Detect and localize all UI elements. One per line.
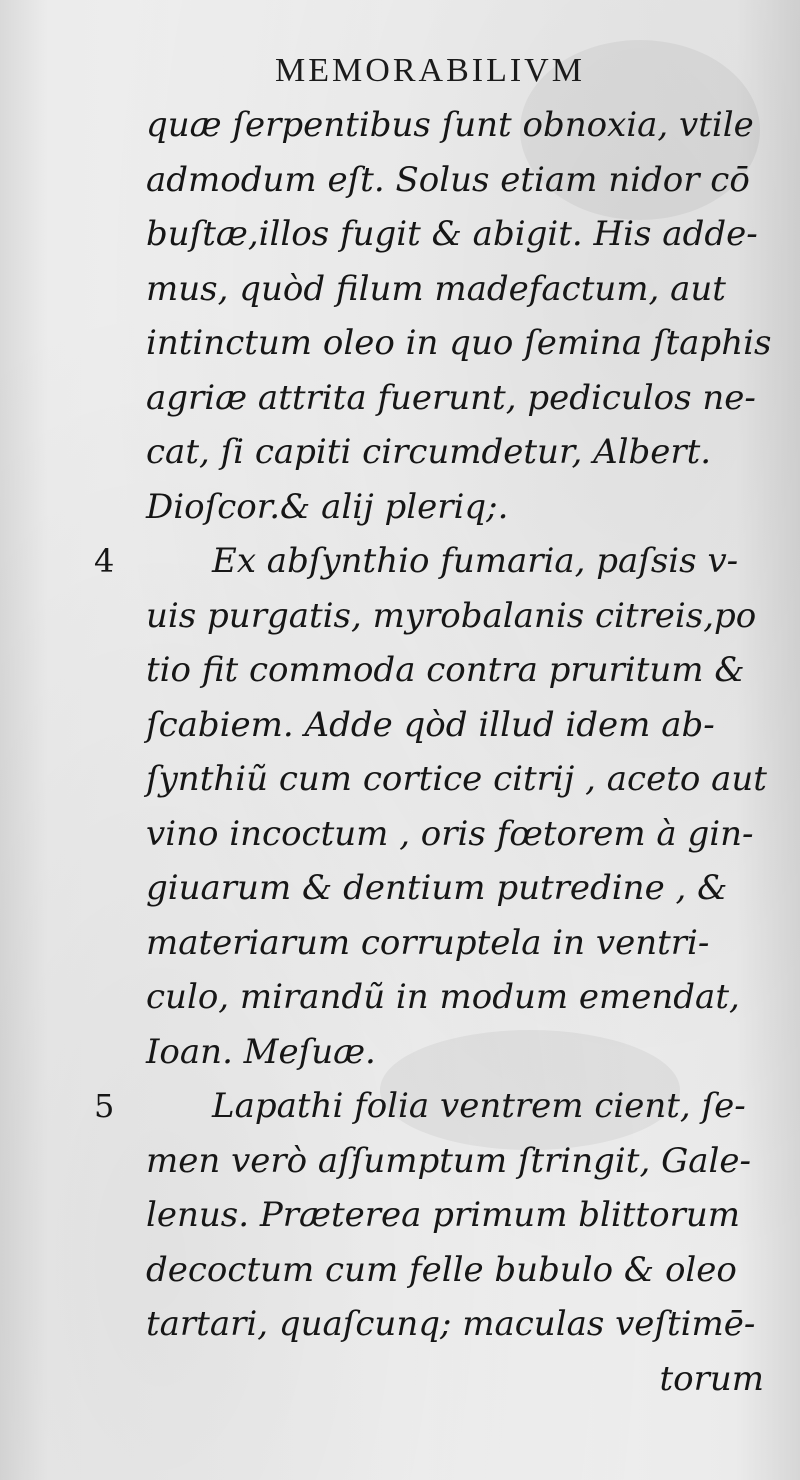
- text-line: [0, 1297, 800, 1352]
- line-text: admodum eſt. Solus etiam nidor cō: [146, 159, 750, 200]
- body-text: [0, 98, 800, 1406]
- catchword: torum: [659, 1358, 764, 1399]
- text-line: [0, 1079, 800, 1134]
- line-text: vino incoctum , oris fœtorem à gin-: [146, 813, 754, 854]
- text-line: [0, 207, 800, 262]
- line-text: uis purgatis, myrobalanis citreis,po: [146, 595, 757, 636]
- text-line: [0, 1188, 800, 1243]
- line-text: decoctum cum felle bubulo & oleo: [146, 1249, 737, 1290]
- line-text: ſcabiem. Adde qòd illud idem ab-: [146, 704, 715, 745]
- line-text: cat, ſi capiti circumdetur, Albert.: [146, 432, 712, 472]
- line-text: Dioſcor.& alij pleriq;.: [146, 486, 509, 527]
- text-line: [0, 970, 800, 1025]
- line-text: lenus. Præterea primum blittorum: [146, 1195, 740, 1235]
- line-text: Lapathi folia ventrem cient, ſe-: [212, 1086, 746, 1126]
- text-line: [0, 534, 800, 589]
- line-text: intinctum oleo in quo ſemina ſtaphis: [146, 323, 772, 363]
- line-text: buſtæ,illos fugit & abigit. His adde-: [146, 214, 758, 254]
- line-text: culo, mirandũ in modum emendat,: [146, 977, 740, 1017]
- text-line: [0, 861, 800, 916]
- line-text: ſynthiũ cum cortice citrij , aceto aut: [146, 759, 767, 799]
- line-text: tio fit commoda contra pruritum &: [146, 650, 745, 690]
- line-text: agriæ attrita fuerunt, pediculos ne-: [146, 377, 756, 418]
- text-line: [0, 316, 800, 371]
- line-text: men verò aſſumptum ſtringit, Gale-: [146, 1140, 751, 1181]
- text-line: [0, 1243, 800, 1298]
- line-text: tartari, quaſcunq; maculas veſtimē-: [146, 1304, 756, 1344]
- text-line: [0, 916, 800, 971]
- paragraph-number: 5: [94, 1087, 115, 1125]
- line-text: quæ ſerpentibus ſunt obnoxia, vtile: [146, 105, 754, 145]
- text-line: [0, 1134, 800, 1189]
- text-line: [0, 262, 800, 317]
- line-text: materiarum corruptela in ventri-: [146, 922, 710, 963]
- text-line: [0, 807, 800, 862]
- line-text: giuarum & dentium putredine , &: [146, 868, 728, 908]
- paragraph-number: 4: [94, 542, 115, 580]
- text-line: [0, 425, 800, 480]
- running-head: MEMORABILIVM: [275, 52, 585, 89]
- text-line: [0, 1352, 800, 1407]
- text-line: [0, 589, 800, 644]
- text-line: [0, 752, 800, 807]
- line-text: Ioan. Meſuæ.: [146, 1031, 376, 1072]
- line-text: Ex abſynthio fumaria, paſsis v-: [212, 541, 739, 581]
- text-line: [0, 371, 800, 426]
- text-line: [0, 153, 800, 208]
- text-line: [0, 98, 800, 153]
- text-line: [0, 698, 800, 753]
- text-line: [0, 1025, 800, 1080]
- line-text: mus, quòd filum madefactum, aut: [146, 268, 726, 309]
- text-line: [0, 643, 800, 698]
- text-line: [0, 480, 800, 535]
